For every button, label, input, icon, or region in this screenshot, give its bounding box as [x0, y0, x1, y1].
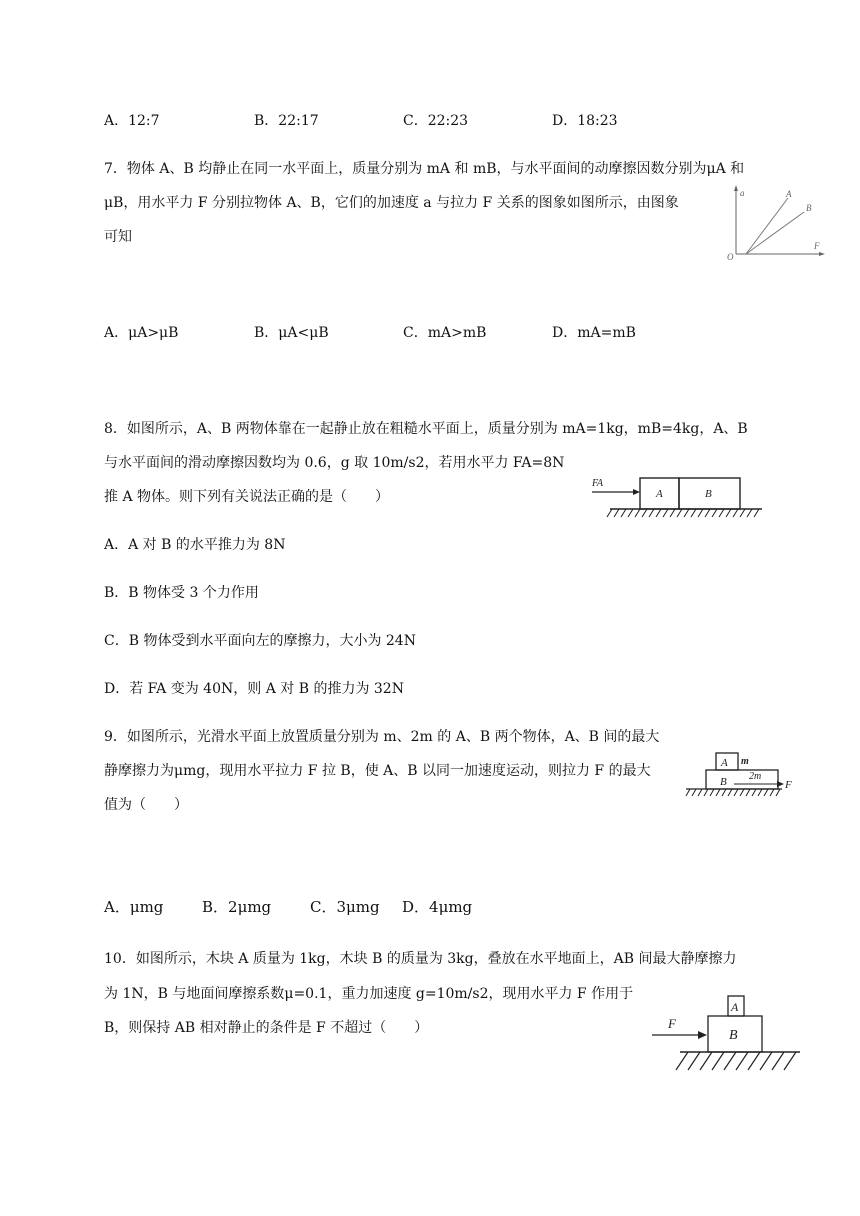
- q7-option-b: B．μA<μB: [254, 325, 329, 341]
- q10-blocks-figure: [650, 990, 810, 1084]
- q10-block-b-label: B: [729, 1028, 738, 1043]
- q6-option-a: A．12:7: [104, 113, 160, 129]
- q8-option-c: C．B 物体受到水平面向左的摩擦力，大小为 24N: [104, 633, 416, 649]
- q9-block-a-label: A: [721, 757, 728, 769]
- q9-mass-b-label: 2m: [749, 771, 762, 782]
- q8-force-label: FA: [592, 478, 603, 489]
- q7-line-a-label: A: [786, 189, 792, 199]
- q6-option-c: C．22:23: [403, 113, 469, 129]
- q6-option-b: B．22:17: [254, 113, 319, 129]
- q8-force-arrow-icon: [633, 489, 640, 495]
- q7-axis-f-label: F: [814, 241, 820, 251]
- q7-origin-label: O: [727, 252, 734, 262]
- q9-force-arrow-icon: [777, 781, 784, 787]
- q9-stem-line-1: 9．如图所示，光滑水平面上放置质量分别为 m、2m 的 A、B 两个物体，A、B 间的最大: [104, 729, 660, 745]
- q9-option-c: C．3μmg: [310, 898, 380, 916]
- q7-option-c: C．mA>mB: [403, 325, 487, 341]
- q6-option-d: D．18:23: [552, 113, 618, 129]
- q7-stem-line-3: 可知: [104, 229, 132, 245]
- q9-mass-a-label: m: [741, 756, 749, 767]
- q7-axis-a-label: a: [740, 188, 745, 198]
- q7-option-d: D．mA=mB: [552, 325, 636, 341]
- q7-graph-figure: [724, 182, 828, 266]
- q8-option-a: A．A 对 B 的水平推力为 8N: [104, 537, 286, 553]
- q10-stem-line-2: 为 1N，B 与地面间摩擦系数μ=0.1，重力加速度 g=10m/s2，现用水平力 F 作用于: [104, 986, 634, 1002]
- q8-option-b: B．B 物体受 3 个力作用: [104, 585, 259, 601]
- q8-stem-line-3: 推 A 物体。则下列有关说法正确的是（ ）: [104, 489, 390, 505]
- q8-blocks-figure: [588, 474, 766, 526]
- q7-stem-line-2: μB，用水平力 F 分别拉物体 A、B，它们的加速度 a 与拉力 F 关系的图象如图所示，由图象: [104, 195, 679, 211]
- q8-stem-line-1: 8．如图所示，A、B 两物体靠在一起静止放在粗糙水平面上，质量分别为 mA=1kg，mB=4kg，A、B: [104, 421, 748, 437]
- q9-force-label: F: [785, 779, 792, 791]
- q10-force-label: F: [668, 1016, 676, 1031]
- q7-option-a: A．μA>μB: [104, 325, 179, 341]
- q7-line-b-label: B: [806, 203, 812, 213]
- q9-option-a: A．μmg: [104, 898, 164, 916]
- q10-stem-line-3: B，则保持 AB 相对静止的条件是 F 不超过（ ）: [104, 1020, 429, 1036]
- q10-force-arrow-icon: [698, 1031, 707, 1039]
- q10-stem-line-1: 10．如图所示，木块 A 质量为 1kg，木块 B 的质量为 3kg，叠放在水平地面上，AB 间最大静摩擦力: [104, 951, 737, 967]
- q9-blocks-figure: [684, 748, 796, 808]
- q8-stem-line-2: 与水平面间的滑动摩擦因数均为 0.6，g 取 10m/s2，若用水平力 FA=8N: [104, 455, 565, 471]
- q8-option-d: D．若 FA 变为 40N，则 A 对 B 的推力为 32N: [104, 681, 404, 697]
- q9-option-b: B．2μmg: [202, 898, 272, 916]
- q8-block-a-label: A: [656, 488, 663, 500]
- q9-block-b-label: B: [720, 776, 727, 788]
- q10-block-a-label: A: [731, 1000, 739, 1014]
- q9-option-d: D．4μmg: [402, 898, 473, 916]
- q7-stem-line-1: 7．物体 A、B 均静止在同一水平面上，质量分别为 mA 和 mB，与水平面间的动摩擦因数分别为μA 和: [104, 161, 745, 177]
- q8-block-b-label: B: [705, 488, 712, 500]
- q9-stem-line-2: 静摩擦力为μmg，现用水平拉力 F 拉 B，使 A、B 以同一加速度运动，则拉力 F 的最大: [104, 763, 651, 779]
- q9-stem-line-3: 值为（ ）: [104, 797, 188, 813]
